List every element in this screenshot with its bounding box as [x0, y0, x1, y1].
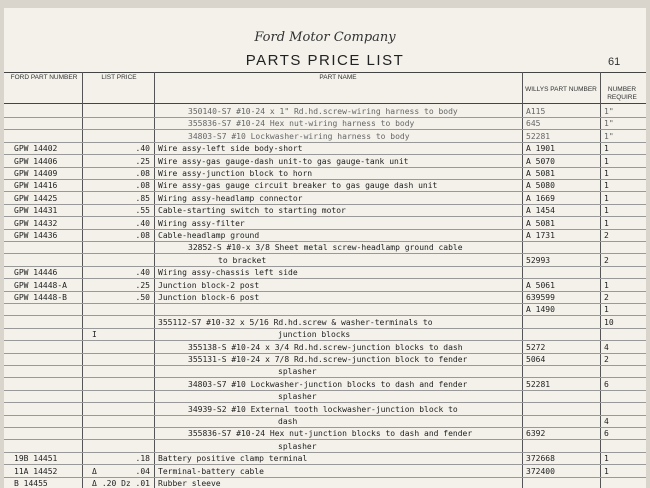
- row-mark: Δ: [92, 466, 97, 476]
- willys-part-number-cell: 5272: [526, 342, 546, 352]
- willys-part-number-cell: 52281: [526, 131, 551, 141]
- number-required-cell: 1: [604, 193, 609, 203]
- ford-part-number-cell: GPW 14448-B: [14, 293, 67, 302]
- part-name-cell: 355836-S7 #10-24 Hex nut-junction blocks to dash and fender: [188, 429, 473, 439]
- header-bottom-rule: [4, 103, 646, 104]
- willys-part-number-cell: A115: [526, 107, 546, 116]
- header-part-name: PART NAME: [319, 74, 357, 81]
- header-top-rule: [4, 72, 646, 73]
- part-name-cell: Wiring assy-chassis left side: [158, 268, 298, 278]
- part-name-cell: junction blocks: [278, 330, 351, 340]
- willys-part-number-cell: A 1669: [526, 193, 555, 203]
- list-price-cell: .20 Dz .01: [101, 479, 150, 488]
- list-price-cell: .25: [135, 156, 150, 166]
- part-name-cell: splasher: [278, 392, 317, 402]
- number-required-cell: 1: [604, 144, 609, 154]
- number-required-cell: 6: [604, 379, 609, 389]
- number-required-cell: 1: [604, 156, 609, 166]
- part-name-cell: 350140-S7 #10-24 x 1" Rd.hd.screw-wiring harness to body: [188, 107, 458, 116]
- willys-part-number-cell: 52281: [526, 379, 551, 389]
- row-mark: I: [92, 330, 97, 340]
- header-willys-part-number: WILLYS PART NUMBER: [525, 86, 597, 93]
- part-name-cell: Wire assy-junction block to horn: [158, 169, 313, 178]
- part-name-cell: Junction block-2 post: [158, 280, 260, 290]
- part-name-cell: 355112-S7 #10-32 x 5/16 Rd.hd.screw & washer-terminals to: [158, 317, 433, 327]
- list-price-cell: .55: [135, 206, 150, 216]
- number-required-cell: 1: [604, 181, 609, 191]
- part-name-cell: Cable-headlamp ground: [158, 231, 260, 240]
- part-name-cell: Wiring assy-filter: [158, 218, 245, 228]
- number-required-cell: 1: [604, 280, 609, 290]
- part-name-cell: 355131-S #10-24 x 7/8 Rd.hd.screw-junction block to fender: [188, 355, 468, 364]
- list-price-cell: .40: [135, 144, 150, 154]
- part-name-cell: dash: [278, 417, 298, 426]
- number-required-cell: 2: [604, 231, 609, 240]
- header-list-price: LIST PRICE: [101, 74, 137, 81]
- part-name-cell: 32852-S #10-x 3/8 Sheet metal screw-headlamp ground cable: [188, 243, 463, 253]
- ford-part-number-cell: GPW 14416: [14, 181, 58, 191]
- part-name-cell: Wire assy-gas gauge-dash unit-to gas gauge-tank unit: [158, 156, 409, 166]
- ford-part-number-cell: GPW 14406: [14, 156, 58, 166]
- ford-part-number-cell: GPW 14431: [14, 206, 58, 216]
- list-price-cell: .08: [135, 231, 150, 240]
- ford-part-number-cell: GPW 14446: [14, 268, 58, 278]
- header-number-required: NUMBER REQUIRE: [607, 86, 637, 101]
- willys-part-number-cell: 645: [526, 119, 541, 129]
- list-price-cell: .50: [135, 293, 150, 302]
- willys-part-number-cell: A 1731: [526, 231, 555, 240]
- ford-part-number-cell: 11A 14452: [14, 466, 58, 476]
- parts-price-list-page: [4, 8, 646, 488]
- willys-part-number-cell: A 5080: [526, 181, 555, 191]
- willys-part-number-cell: A 1490: [526, 305, 555, 315]
- header-ford-part-number: FORD PART NUMBER: [10, 74, 78, 81]
- part-name-cell: Junction block-6 post: [158, 293, 260, 302]
- willys-part-number-cell: 372668: [526, 454, 555, 464]
- row-mark: Δ: [92, 479, 97, 488]
- number-required-cell: 6: [604, 429, 609, 439]
- ford-part-number-cell: GPW 14448-A: [14, 280, 67, 290]
- page-number: 61: [608, 56, 621, 68]
- number-required-cell: 1": [604, 107, 614, 116]
- number-required-cell: 1: [604, 218, 609, 228]
- number-required-cell: 1": [604, 131, 614, 141]
- willys-part-number-cell: A 5070: [526, 156, 555, 166]
- number-required-cell: 4: [604, 342, 609, 352]
- part-name-cell: Terminal-battery cable: [158, 466, 264, 476]
- list-price-cell: .08: [135, 181, 150, 191]
- list-price-cell: .40: [135, 218, 150, 228]
- part-name-cell: Rubber sleeve: [158, 479, 221, 488]
- part-name-cell: to bracket: [218, 255, 267, 265]
- part-name-cell: splasher: [278, 367, 317, 377]
- part-name-cell: Cable-starting switch to starting motor: [158, 206, 346, 216]
- ford-logo: Ford Motor Company: [254, 30, 396, 45]
- willys-part-number-cell: 639599: [526, 293, 555, 302]
- list-price-cell: .04: [135, 466, 150, 476]
- ford-part-number-cell: GPW 14409: [14, 169, 58, 178]
- number-required-cell: 2: [604, 355, 609, 364]
- number-required-cell: 1: [604, 454, 609, 464]
- part-name-cell: Battery positive clamp terminal: [158, 454, 308, 464]
- ford-part-number-cell: GPW 14402: [14, 144, 58, 154]
- number-required-cell: 1: [604, 206, 609, 216]
- part-name-cell: 34803-S7 #10 Lockwasher-wiring harness to body: [188, 131, 410, 141]
- number-required-cell: 1: [604, 305, 609, 315]
- list-price-cell: .08: [135, 169, 150, 178]
- willys-part-number-cell: 6392: [526, 429, 546, 439]
- list-price-cell: .18: [135, 454, 150, 464]
- number-required-cell: 1": [604, 119, 614, 129]
- part-name-cell: 34803-S7 #10 Lockwasher-junction blocks to dash and fender: [188, 379, 468, 389]
- willys-part-number-cell: A 5081: [526, 218, 555, 228]
- willys-part-number-cell: 372400: [526, 466, 555, 476]
- list-price-cell: .40: [135, 268, 150, 278]
- part-name-cell: 34939-S2 #10 External tooth lockwasher-junction block to: [188, 404, 458, 414]
- part-name-cell: Wire assy-gas gauge circuit breaker to gas gauge dash unit: [158, 181, 438, 191]
- part-name-cell: Wiring assy-headlamp connector: [158, 193, 303, 203]
- number-required-cell: 4: [604, 417, 609, 426]
- willys-part-number-cell: 5064: [526, 355, 546, 364]
- part-name-cell: 355836-S7 #10-24 Hex nut-wiring harness to body: [188, 119, 415, 129]
- ford-part-number-cell: GPW 14425: [14, 193, 58, 203]
- number-required-cell: 2: [604, 255, 609, 265]
- page-title: PARTS PRICE LIST: [245, 52, 405, 69]
- list-price-cell: .85: [135, 193, 150, 203]
- ford-part-number-cell: GPW 14432: [14, 218, 58, 228]
- willys-part-number-cell: A 1901: [526, 144, 555, 154]
- willys-part-number-cell: A 5061: [526, 280, 555, 290]
- number-required-cell: 1: [604, 466, 609, 476]
- willys-part-number-cell: A 1454: [526, 206, 555, 216]
- number-required-cell: 1: [604, 169, 609, 178]
- number-required-cell: 2: [604, 293, 609, 302]
- part-name-cell: 355138-S #10-24 x 3/4 Rd.hd.screw-junction blocks to dash: [188, 342, 463, 352]
- ford-part-number-cell: 19B 14451: [14, 454, 58, 464]
- ford-part-number-cell: B 14455: [14, 479, 48, 488]
- list-price-cell: .25: [135, 280, 150, 290]
- willys-part-number-cell: 52993: [526, 255, 551, 265]
- part-name-cell: splasher: [278, 441, 317, 451]
- part-name-cell: Wire assy-left side body-short: [158, 144, 303, 154]
- willys-part-number-cell: A 5081: [526, 169, 555, 178]
- number-required-cell: 10: [604, 317, 614, 327]
- table-row: [4, 477, 646, 488]
- ford-part-number-cell: GPW 14436: [14, 231, 58, 240]
